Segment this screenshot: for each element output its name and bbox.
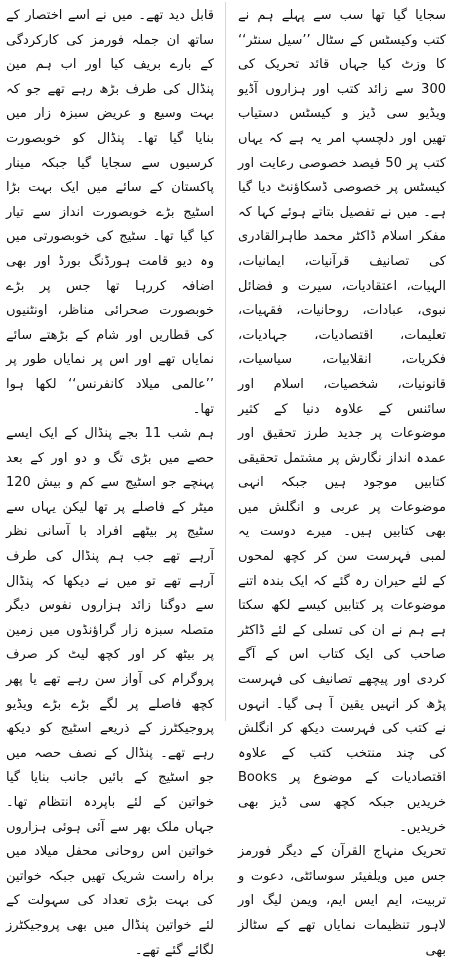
article-column-right: [234, 0, 452, 958]
article-paragraph: سجایا گیا تھا سب سے پہلے ہم نے کتب وکیسٹس کے سٹال ’’سیل سنٹر‘‘ کا وزٹ کیا جہاں قائد تحریک کی 300 سے زائد کتب اور ہزاروں آڈیو ویڈیو سی ڈیز و کیسٹس دستیاب تھیں اور دلچسپ امر یہ ہے کہ یہاں کتب پر 50 فیصد خصوصی رعایت اور کیسٹس پر خصوصی ڈسکاؤنٹ دیا گیا ہے۔ میں نے تفصیل بتاتے ہوئے کہا کہ مفکر اسلام ڈاکٹر محمد طاہرالقادری کی تصانیف قرآنیات، ایمانیات، الہیات، اعتقادیات، سیرت و فضائل نبوی، عبادات، روحانیات، فقہیات، تعلیمات، اقتصادیات، جہادیات، فکریات، انقلابیات، سیاسیات، قانونیات، شخصیات، اسلام اور سائنس کے علاوہ دنیا کے کثیر موضوعات پر جدید طرز تحقیق اور عمدہ انداز نگارش پر مشتمل تحقیقی کتابیں موجود ہیں جبکہ انہی موضوعات پر عربی و انگلش میں بھی کتابیں ہیں۔ میرے دوست یہ لمبی فہرست سن کر کچھ لمحوں کے لئے حیران رہ گئے کہ ایک بندہ اتنے موضوعات پر کتابیں کیسے لکھ سکتا ہے ہم نے ان کی تسلی کے لئے ڈاکٹر صاحب کی ایک کتاب اس کے آگے کردی اور پیچھے تصانیف کی فہرست پڑھ کر انہیں یقین آ ہی گیا۔ انہوں نے کتب کی فہرست دیکھ کر انگلش کی چند منتخب کتب کے علاوہ اقتصادیات کے موضوع پر Books خریدیں جبکہ کچھ سی ڈیز بھی خریدیں۔: [238, 8, 447, 835]
article-paragraph: ہم شب 11 بجے پنڈال کے ایک ایسے حصے میں بڑی تگ و دو اور کے بعد پہنچے جو اسٹیج سے کم و بیش 120 میٹر کے فاصلے پر تھا لیکن یہاں سے سٹیج پر بیٹھے افراد با آسانی نظر آرہے تھے جب ہم پنڈال کی طرف آرہے تھے تو میں نے دیکھا کہ پنڈال سے دوگنا زائد ہزاروں نفوس دیگر متصلہ سبزہ زار گراؤنڈوں میں زمین پر بیٹھ کر اور کچھ لیٹ کر صرف پروگرام کی آواز سن رہے تھے یا پھر کچھ فاصلے پر لگے بڑے بڑے ویڈیو پروجیکٹرز کے ذریعے اسٹیج کو دیکھ رہے تھے۔ پنڈال کے نصف حصہ میں جو اسٹیج کے بائیں جانب بنایا گیا خواتین کے لئے باپردہ انتظام تھا۔ جہاں ملک بھر سے آئی ہوئی ہزاروں خواتین اس روحانی محفل میلاد میں براہ راست شریک تھیں جبکہ خواتین کی بہت بڑی تعداد کی سہولت کے لئے خواتین پنڈال میں بھی پروجیکٹرز لگائے گئے تھے۔: [6, 426, 214, 958]
article-column-left: [0, 0, 218, 958]
article-paragraph: قابل دید تھے۔ میں نے اسے اختصار کے ساتھ ان جملہ فورمز کی کارکردگی کے بارے بریف کیا اور اب ہم مین پنڈال کی طرف بڑھ رہے تھے جو کہ بہت وسیع و عریض سبزہ زار میں بنایا گیا تھا۔ پنڈال کو خوبصورت کرسیوں سے سجایا گیا جبکہ مینار پاکستان کے سائے میں ایک بہت بڑا اسٹیج بڑے خوبصورت انداز سے تیار کیا گیا تھا۔ سٹیج کی خوبصورتی میں وہ دیو قامت ہورڈنگ بورڈ اور بھی اضافہ کررہا تھا جس پر بڑے خوبصورت صحرائی مناظر، اونٹنیوں کی قطاریں اور شام کے بڑھتے سائے نمایاں تھے اور اس پر نمایاں طور پر ’’عالمی میلاد کانفرنس‘‘ لکھا ہوا تھا۔: [6, 8, 214, 417]
article-paragraph: تحریک منہاج القرآن کے دیگر فورمز جس میں ویلفیئر سوسائٹی، دعوت و تربیت، ایم ایس ایم، ویمن لیگ اور لاہور تنظیمات نمایاں تھے کے سٹالز بھی: [238, 844, 446, 958]
column-divider: [225, 2, 226, 721]
